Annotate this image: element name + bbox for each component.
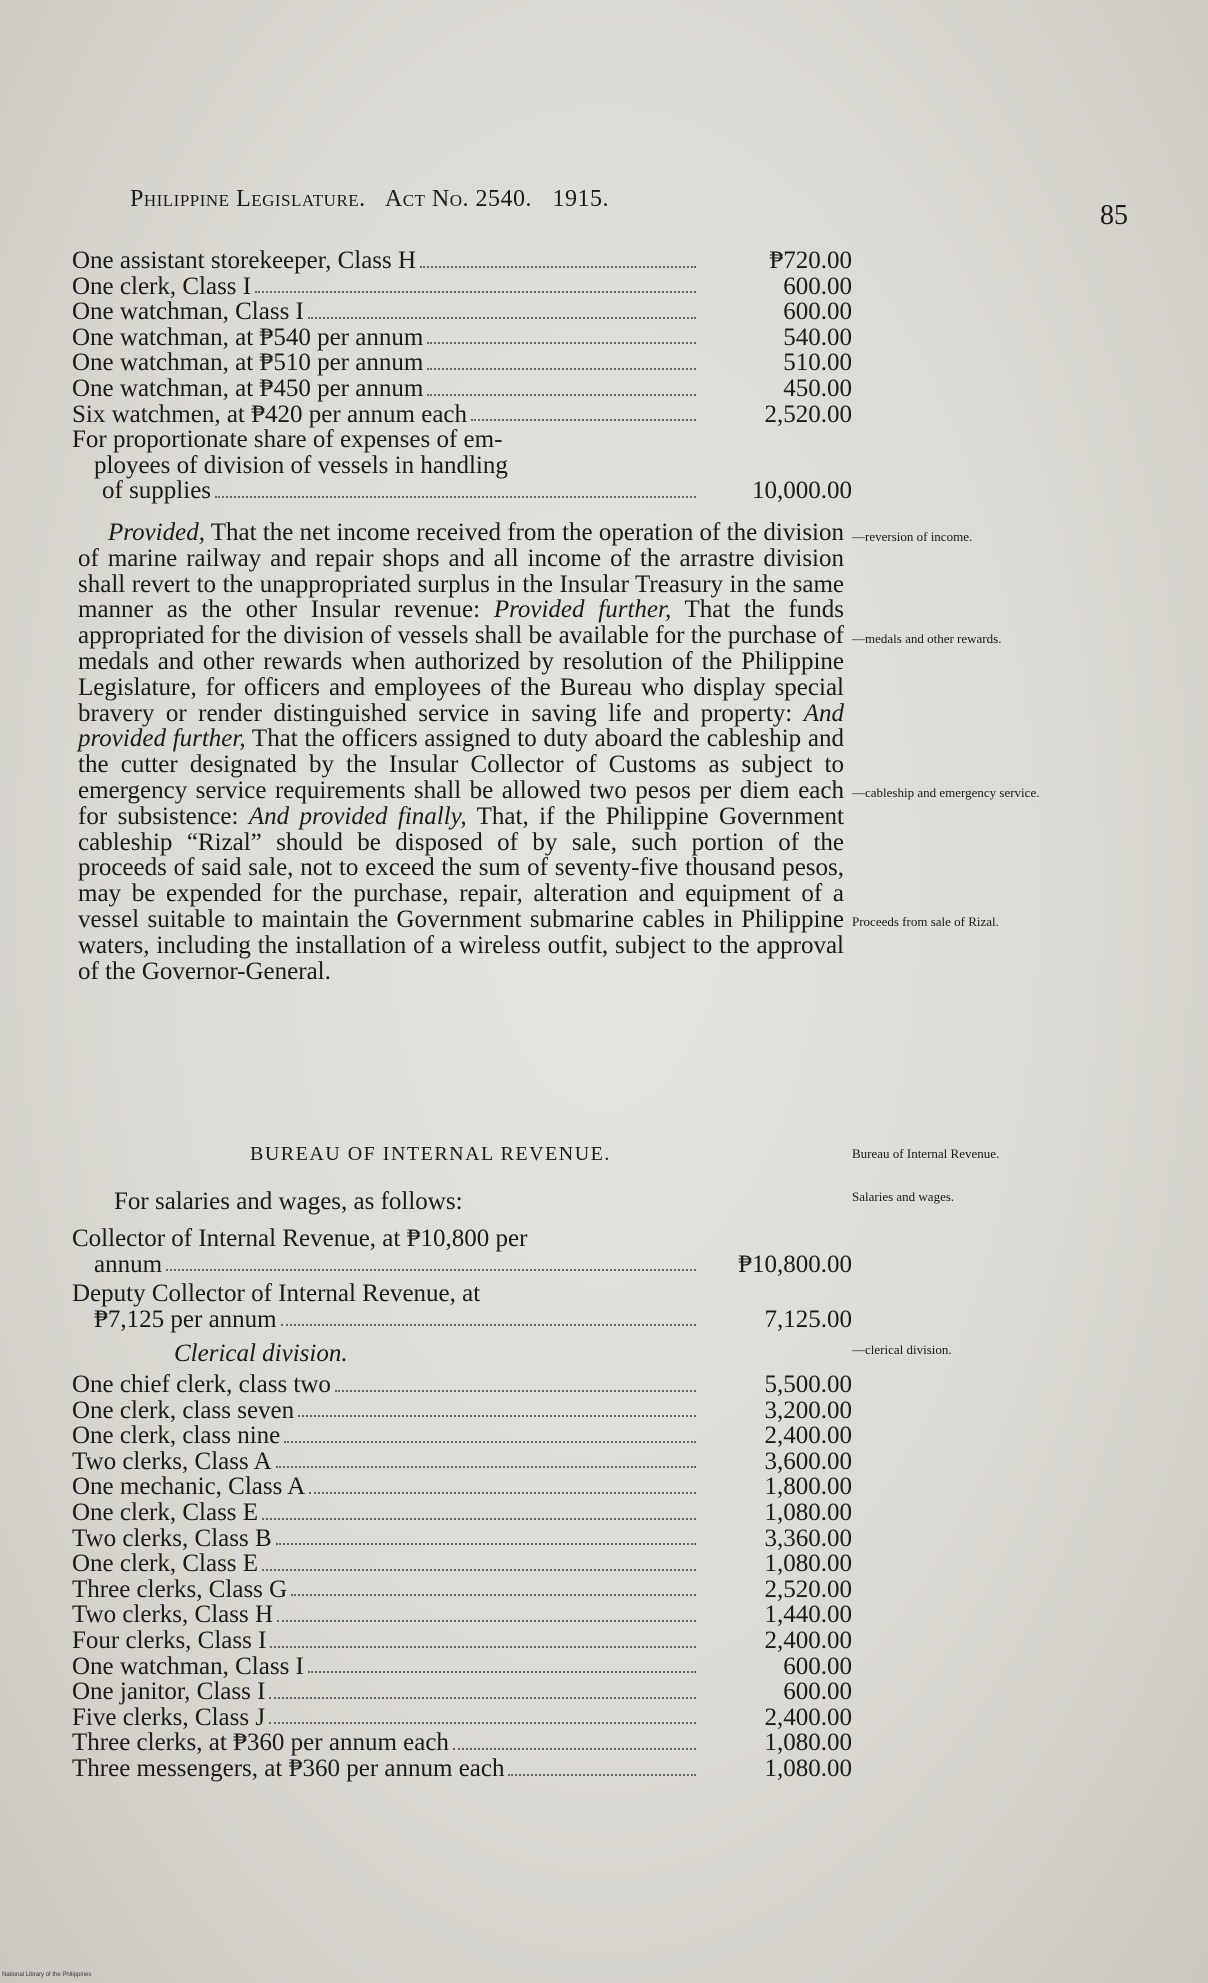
list-item: One watchman, Class I 600.00 [72,298,852,326]
clerical-subtitle: Clerical division. [174,1340,348,1367]
list-item: One clerk, class nine 2,400.00 [72,1422,852,1450]
list-item: One watchman, Class I 600.00 [72,1652,852,1680]
header-legislature: Philippine Legislature. [130,186,366,212]
list-item: One clerk, Class I 600.00 [72,272,852,300]
sidenote-reversion: —reversion of income. [852,529,973,544]
header-act: Act No. 2540. [384,186,533,212]
sidenote-bureau: Bureau of Internal Revenue. [852,1146,1000,1161]
list-item: One clerk, Class E 1,080.00 [72,1550,852,1578]
sidenote-proceeds: Proceeds from sale of Rizal. [852,914,999,929]
list-item: One mechanic, Class A 1,800.00 [72,1473,852,1501]
list-item: of supplies 10,000.00 [102,477,852,505]
list-item: Three clerks, at ₱360 per annum each 1,080.00 [72,1729,852,1757]
collector-line1: Collector of Internal Revenue, at ₱10,800 per [72,1225,528,1252]
list-item: Two clerks, Class B 3,360.00 [72,1524,852,1552]
list-item: One clerk, class seven 3,200.00 [72,1396,852,1424]
sidenote-medals: —medals and other rewards. [852,631,1002,646]
list-item: Six watchmen, at ₱420 per annum each 2,520.00 [72,400,852,428]
officer-list [72,1226,852,1332]
running-header [130,186,930,213]
list-item: One assistant storekeeper, Class H ₱720.00 [72,247,852,274]
provisos-paragraph: Provided, That the net income received from the operation of the division of marine railway and repair shops and all income of the arrastre division shall revert to the unappropriated surplus in the Insular Treasury in the same manner as the other Insular revenue: Provided further, That the funds appropriated for the division of vessels shall be available for the purchase of medals and other rewards when authorized by resolution of the Philippine Legislature, for officers and employees of the Bureau who display special bravery or render distinguished service in saving life and property: And provided further, That the officers assigned to duty aboard the cableship and the cutter designated by the Insular Collector of Customs as subject to emergency service requirements shall be allowed two pesos per diem each for subsistence: And provided finally, That, if the Philippine Government cableship “Rizal” should be disposed of by sale, such portion of the proceeds of said sale, not to exceed the sum of seventy-five thousand pesos, may be expended for the purchase, repair, alteration and equipment of a vessel suitable to maintain the Government submarine cables in Philippine waters, including the installation of a wireless outfit, subject to the approval of the Governor-General. [78,519,844,985]
list-item: Three clerks, Class G 2,520.00 [72,1575,852,1603]
supplies-line2: ployees of division of vessels in handling [94,451,508,479]
header-year: 1915. [552,186,610,212]
list-item: One chief clerk, class two 5,500.00 [72,1371,852,1398]
clerical-list [72,1372,852,1782]
list-item: One watchman, at ₱450 per annum 450.00 [72,374,852,402]
section-title: BUREAU OF INTERNAL REVENUE. [250,1143,611,1165]
sidenote-cableship: —cableship and emergency service. [852,785,1040,800]
top-item-list [72,248,852,504]
page-number: 85 [1100,200,1128,231]
supplies-line1: For proportionate share of expenses of em- [72,426,503,454]
list-item: Four clerks, Class I 2,400.00 [72,1626,852,1654]
list-item: annum ₱10,800.00 [94,1250,852,1278]
list-item: One watchman, at ₱510 per annum 510.00 [72,349,852,377]
list-item: Three messengers, at ₱360 per annum each 1,080.00 [72,1754,852,1782]
list-item: Two clerks, Class H 1,440.00 [72,1601,852,1629]
list-item: One clerk, Class E 1,080.00 [72,1498,852,1526]
list-item: One watchman, at ₱540 per annum 540.00 [72,323,852,351]
scan-footer: National Library of the Philippines [2,1972,92,1978]
list-item: Five clerks, Class J 2,400.00 [72,1703,852,1731]
section-intro: For salaries and wages, as follows: [114,1188,463,1215]
sidenote-salaries: Salaries and wages. [852,1189,955,1204]
deputy-line1: Deputy Collector of Internal Revenue, at [72,1280,481,1308]
list-item: One janitor, Class I 600.00 [72,1678,852,1706]
sidenote-clerical: —clerical division. [852,1342,952,1357]
list-item: Two clerks, Class A 3,600.00 [72,1447,852,1475]
list-item: ₱7,125 per annum 7,125.00 [94,1305,852,1333]
